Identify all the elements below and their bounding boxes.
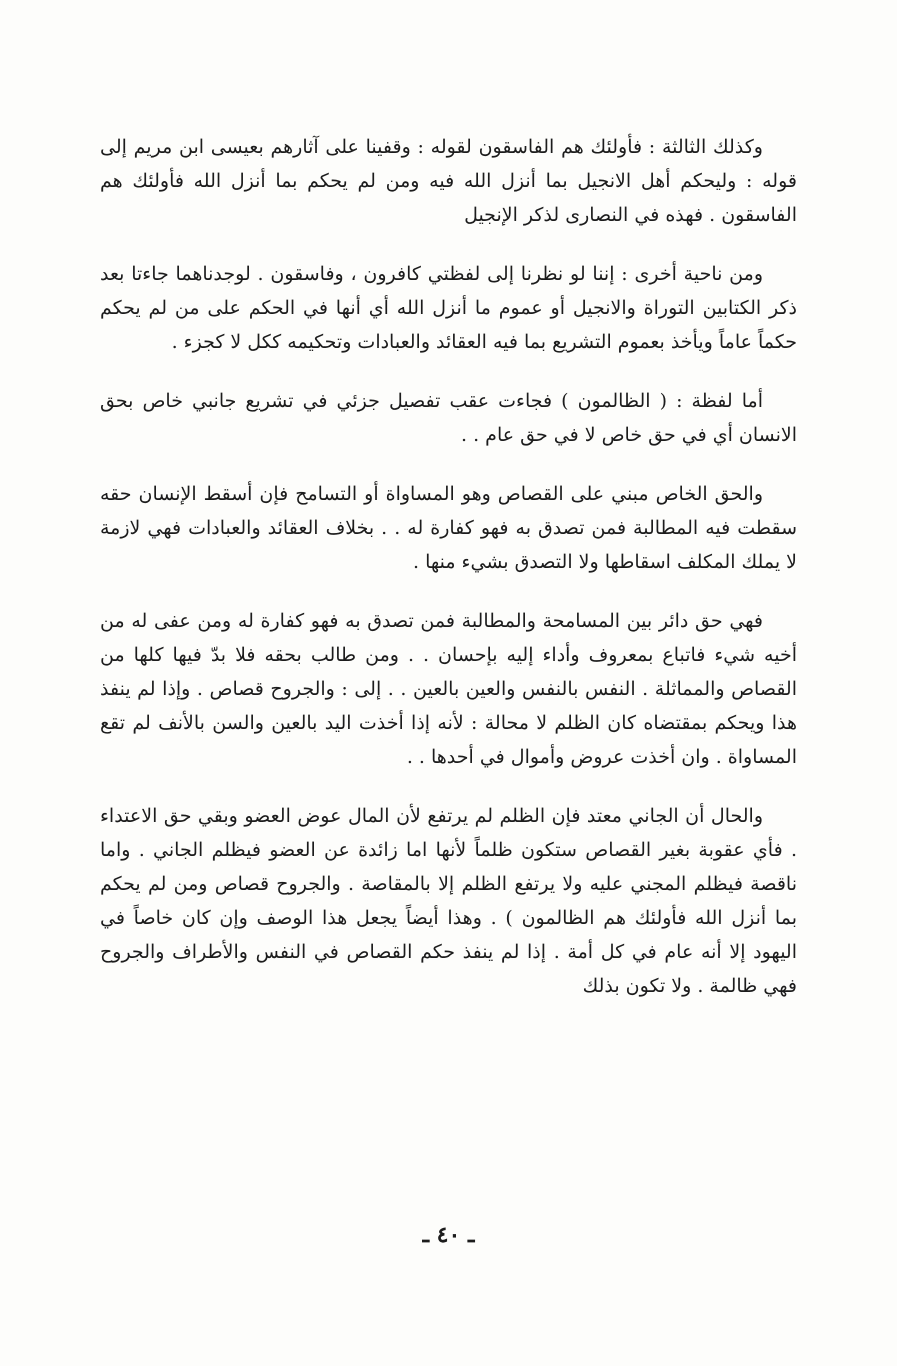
- paragraph-2: ومن ناحية أخرى : إننا لو نظرنا إلى لفظتي كافرون ، وفاسقون . لوجدناهما جاءتا بعد ذكر الكتابين التوراة والانجيل أو عموم ما أنزل الله أي أنها في الحكم على من لم يحكم حكماً عاماً ويأخذ بعموم التشريع بما فيه العقائد والعبادات وتحكيمه ككل لا كجزء .: [100, 263, 797, 353]
- page-number: ـ ٤٠ ـ: [422, 1222, 475, 1248]
- paragraph-3: أما لفظة : ( الظالمون ) فجاءت عقب تفصيل جزئي في تشريع جانبي خاص بحق الانسان أي في حق خاص لا في حق عام . .: [100, 390, 797, 446]
- paragraph-4: والحق الخاص مبني على القصاص وهو المساواة أو التسامح فإن أسقط الإنسان حقه سقطت فيه المطالبة فمن تصدق به فهو كفارة له . . بخلاف العقائد والعبادات فهي لازمة لا يملك المكلف اسقاطها ولا التصدق بشيء منها .: [100, 483, 797, 573]
- paragraph-1: وكذلك الثالثة : فأولئك هم الفاسقون لقوله : وقفينا على آثارهم بعيسى ابن مريم إلى قوله : وليحكم أهل الانجيل بما أنزل الله فيه ومن لم يحكم بما أنزل الله فأولئك هم الفاسقون . فهذه في النصارى لذكر الإنجيل: [100, 136, 797, 226]
- body-text: [100, 130, 797, 1028]
- paragraph-6: والحال أن الجاني معتد فإن الظلم لم يرتفع لأن المال عوض العضو وبقي حق الاعتداء . فأي عقوبة بغير القصاص ستكون ظلماً لأنها اما زائدة عن العضو فيظلم الجاني . واما ناقصة فيظلم المجني عليه ولا يرتفع الظلم إلا بالمقاصة . والجروح قصاص ومن لم يحكم بما أنزل الله فأولئك هم الظالمون ) . وهذا أيضاً يجعل هذا الوصف وإن كان خاصاً في اليهود إلا أنه عام في كل أمة . إذا لم ينفذ حكم القصاص في النفس والأطراف والجروح فهي ظالمة . ولا تكون بذلك: [100, 805, 797, 997]
- paragraph-5: فهي حق دائر بين المسامحة والمطالبة فمن تصدق به فهو كفارة له ومن عفى له من أخيه شيء فاتباع بمعروف وأداء إليه بإحسان . . ومن طالب بحقه فلا بدّ فيها كلها من القصاص والمماثلة . النفس بالنفس والعين بالعين . . إلى : والجروح قصاص . وإذا لم ينفذ هذا ويحكم بمقتضاه كان الظلم لا محالة : لأنه إذا أخذت اليد بالعين والسن بالأنف لم تقع المساواة . وان أخذت عروض وأموال في أحدها . .: [100, 610, 797, 768]
